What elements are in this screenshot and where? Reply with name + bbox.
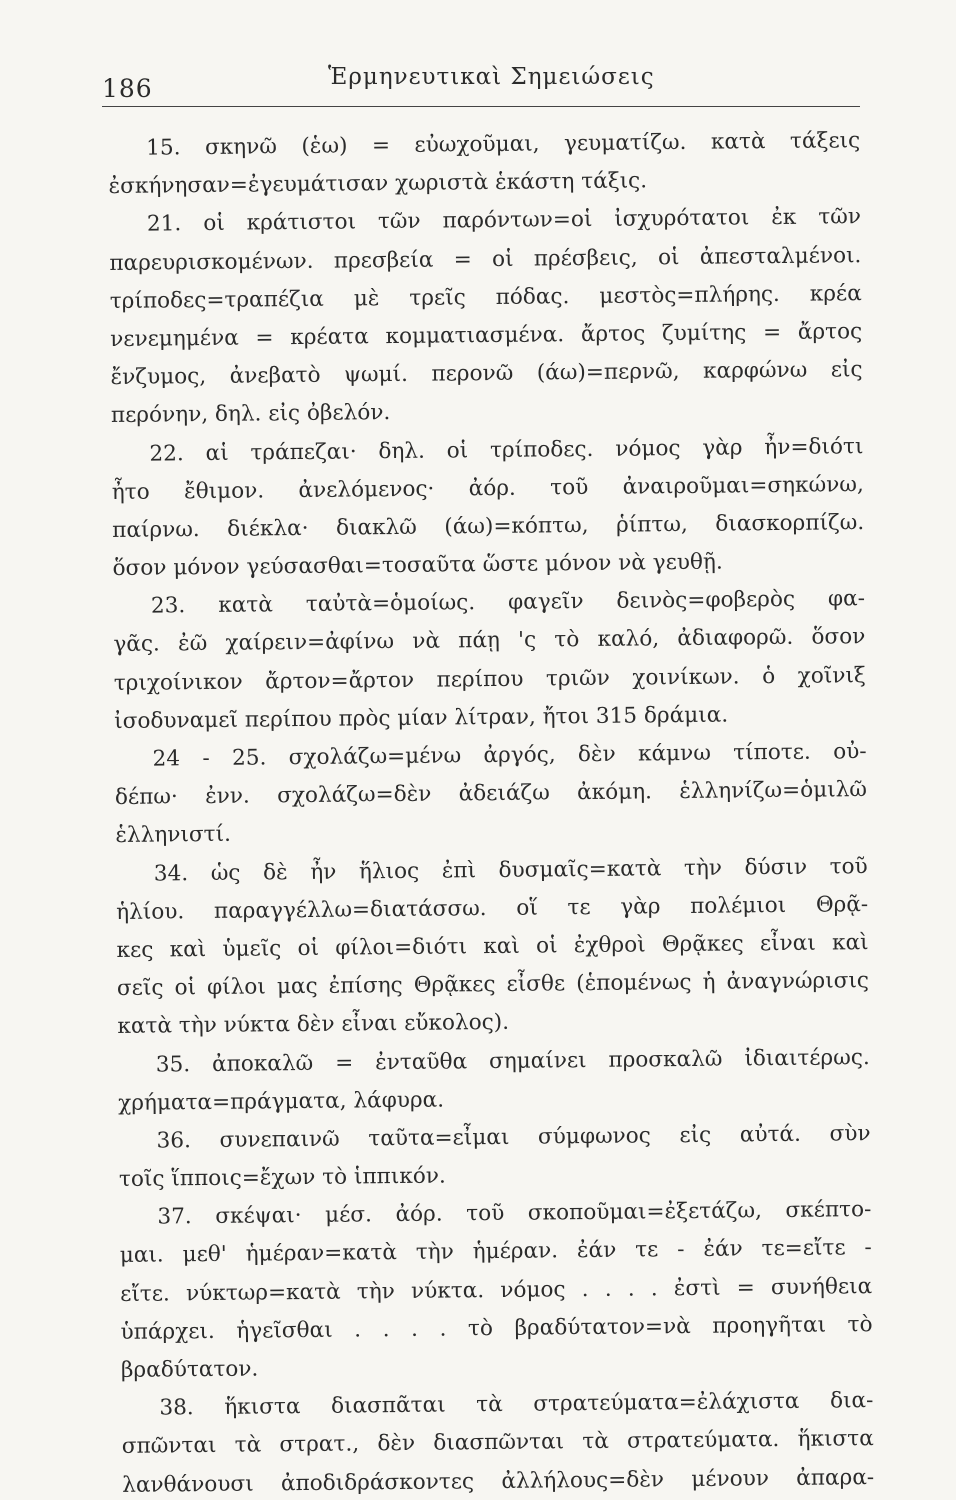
text-line: τριχοίνικον ἄρτον=ἄρτον περίπου τριῶν χοινίκων. ὁ χοῖνιξ: [113, 662, 866, 696]
text-line: παρευρισκομένων. πρεσβεία = οἱ πρέσβεις, οἱ ἀπεσταλμένοι.: [109, 242, 862, 276]
text-line: 21. οἱ κράτιστοι τῶν παρόντων=οἱ ἰσχυρότατοι ἐκ τῶν: [146, 204, 862, 237]
text-line: ἐσκήνησαν=ἐγευμάτισαν χωριστὰ ἑκάστη τάξις.: [108, 168, 648, 200]
text-line: 23. κατὰ ταὐτὰ=ὁμοίως. φαγεῖν δεινὸς=φοβερὸς φα-: [150, 586, 866, 619]
text-line: τρίποδες=τραπέζια μὲ τρεῖς πόδας. μεστὸς=πλήρης. κρέα: [109, 280, 862, 314]
text-line: 22. αἱ τράπεζαι· δηλ. οἱ τρίποδες. νόμος γὰρ ἦν=διότι: [149, 433, 864, 467]
text-line: 35. ἀποκαλῶ = ἐνταῦθα σημαίνει προσκαλῶ ἰδιαιτέρως.: [155, 1044, 870, 1078]
text-line: γᾶς. ἐῶ χαίρειν=ἀφίνω νὰ πάῃ 'ς τὸ καλό, ἀδιαφορῶ. ὅσον: [113, 624, 866, 658]
text-line: κες καὶ ὑμεῖς οἱ φίλοι=διότι καὶ οἱ ἐχθροὶ Θρᾷκες εἶναι καὶ: [116, 930, 869, 963]
text-line: παίρνω. διέκλα· διακλῶ (άω)=κόπτω, ῥίπτω, διασκορπίζω.: [112, 509, 865, 543]
text-line: χρήματα=πράγματα, λάφυρα.: [118, 1087, 445, 1116]
text-line: νενεμημένα = κρέατα κομματιασμένα. ἄρτος ζυμίτης = ἄρτος: [110, 319, 863, 352]
text-line: βραδύτατον.: [120, 1356, 259, 1383]
text-line: 36. συνεπαινῶ ταῦτα=εἶμαι σύμφωνος εἰς αὐτά. σὺν: [156, 1120, 871, 1154]
page-number: 186: [102, 74, 153, 103]
text-line: ἰσοδυναμεῖ περίπου πρὸς μίαν λίτραν, ἤτοι 315 δράμια.: [114, 702, 729, 734]
text-line: 24 - 25. σχολάζω=μένω ἀργός, δὲν κάμνω τίποτε. οὐ-: [152, 739, 867, 772]
text-line: περόνην, δηλ. εἰς ὀβελόν.: [110, 400, 391, 429]
running-head: [102, 62, 862, 102]
text-line: ὅσον μόνον γεύσασθαι=τοσαῦτα ὥστε μόνον νὰ γευθῇ.: [112, 549, 723, 582]
text-line: 38. ἥκιστα διασπᾶται τὰ στρατεύματα=ἐλάχιστα δια-: [159, 1388, 874, 1421]
text-line: μαι. μεθ' ἡμέραν=κατὰ τὴν ἡμέραν. ἐάν τε - ἐάν τε=εἴτε -: [119, 1235, 872, 1269]
text-line: τοῖς ἵπποις=ἔχων τὸ ἱππικόν.: [118, 1163, 446, 1193]
text-line: ἑλληνιστί.: [115, 822, 232, 849]
text-line: ὑπάρχει. ἡγεῖσθαι . . . . τὸ βραδύτατον=νὰ προηγῆται τὸ: [120, 1311, 873, 1345]
body-text: [108, 122, 912, 1500]
text-line: ἡλίου. παραγγέλλω=διατάσσω. οἵ τε γὰρ πολέμιοι Θρᾷ-: [116, 891, 869, 925]
text-line: εἴτε. νύκτωρ=κατὰ τὴν νύκτα. νόμος . . . . ἐστὶ = συνήθεια: [120, 1273, 873, 1307]
text-line: σπῶνται τὰ στρατ., δὲν διασπῶνται τὰ στρατεύματα. ἥκιστα: [121, 1426, 874, 1460]
text-line: 34. ὡς δὲ ἦν ἥλιος ἐπὶ δυσμαῖς=κατὰ τὴν δύσιν τοῦ: [153, 853, 868, 887]
text-line: 37. σκέψαι· μέσ. ἀόρ. τοῦ σκοποῦμαι=ἐξετάζω, σκέπτο-: [157, 1197, 872, 1230]
text-line: λανθάνουσι ἀποδιδράσκοντες ἀλλήλους=δὲν μένουν ἀπαρα-: [122, 1464, 875, 1498]
text-line: σεῖς οἱ φίλοι μας ἐπίσης Θρᾷκες εἶσθε (ἑπομένως ἡ ἀναγνώρισις: [116, 968, 870, 1002]
text-line: κατὰ τὴν νύκτα δὲν εἶναι εὔκολος).: [117, 1010, 510, 1040]
text-line: 15. σκηνῶ (ἑω) = εὐωχοῦμαι, γευματίζω. κατὰ τάξεις: [146, 128, 861, 161]
text-line: ἦτο ἔθιμον. ἀνελόμενος· ἀόρ. τοῦ ἀναιροῦμαι=σηκώνω,: [111, 471, 864, 505]
header-rule: [102, 106, 860, 107]
text-line: δέπω· ἐνν. σχολάζω=δὲν ἀδειάζω ἀκόμη. ἑλληνίζω=ὁμιλῶ: [114, 777, 868, 811]
running-title: Ἑρμηνευτικαὶ Σημειώσεις: [328, 64, 655, 90]
text-line: ἔνζυμος, ἀνεβατὸ ψωμί. περονῶ (άω)=περνῶ, καρφώνω εἰς: [110, 357, 863, 391]
